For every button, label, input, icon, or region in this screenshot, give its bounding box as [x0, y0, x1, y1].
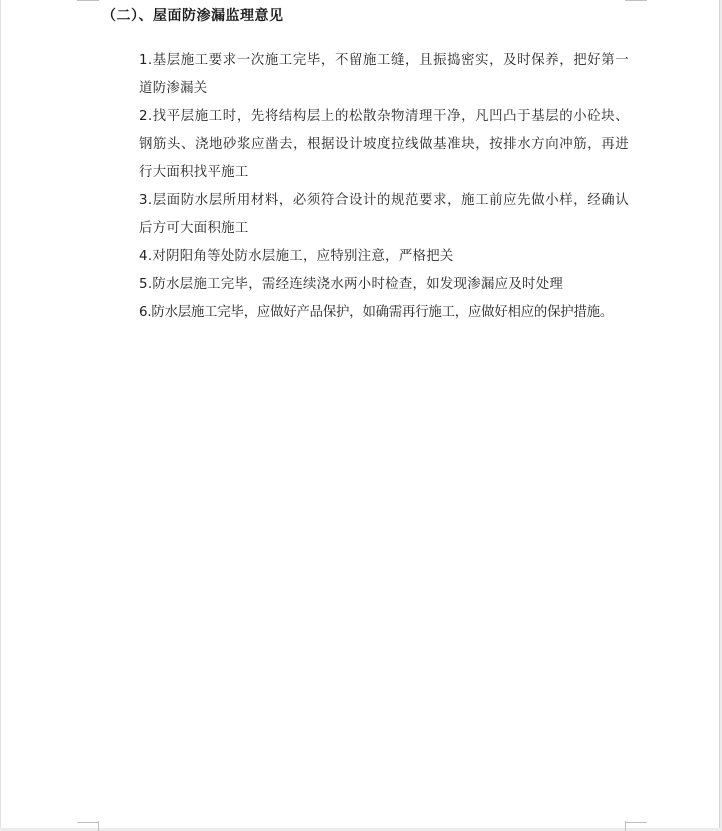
- item-number: 4.: [139, 249, 153, 264]
- crop-mark-bottom-right: [625, 822, 647, 823]
- item-text: 层面防水层所用材料，必须符合设计的规范要求，施工前应先做小样，经确认后方可大面积施工: [139, 193, 629, 236]
- item-number: 6.: [139, 305, 152, 320]
- item-number: 2.: [139, 109, 153, 124]
- item-text: 对阴阳角等处防水层施工，应特别注意，严格把关: [152, 249, 454, 264]
- list-item: [139, 47, 629, 103]
- item-number: 3.: [139, 193, 153, 208]
- item-text: 找平层施工时，先将结构层上的松散杂物清理干净，凡凹凸于基层的小砼块、钢筋头、浇地砂浆应凿去，根据设计坡度拉线做基准块，按排水方向冲筋，再进行大面积找平施工: [139, 109, 629, 180]
- item-text: 防水层施工完毕，应做好产品保护，如确需再行施工，应做好相应的保护措施。: [151, 305, 614, 320]
- item-number: 5.: [139, 277, 153, 292]
- crop-mark-top-right: [625, 0, 647, 1]
- section-heading: （二）、屋面防渗漏监理意见: [102, 8, 284, 24]
- item-text: 防水层施工完毕，需经连续浇水两小时检查，如发现渗漏应及时处理: [152, 277, 564, 292]
- item-text: 基层施工要求一次施工完毕，不留施工缝，且振捣密实，及时保养，把好第一道防渗漏关: [139, 53, 629, 96]
- crop-mark-bottom-left: [77, 822, 99, 823]
- opinion-list: [139, 47, 629, 327]
- list-item: [139, 299, 629, 327]
- crop-mark-bottom-right-v: [625, 821, 626, 831]
- list-item: [139, 243, 629, 271]
- crop-mark-top-left: [77, 0, 99, 1]
- item-number: 1.: [139, 53, 153, 68]
- list-item: [139, 187, 629, 243]
- list-item: [139, 271, 629, 299]
- list-item: [139, 103, 629, 187]
- crop-mark-bottom-left-v: [98, 821, 99, 831]
